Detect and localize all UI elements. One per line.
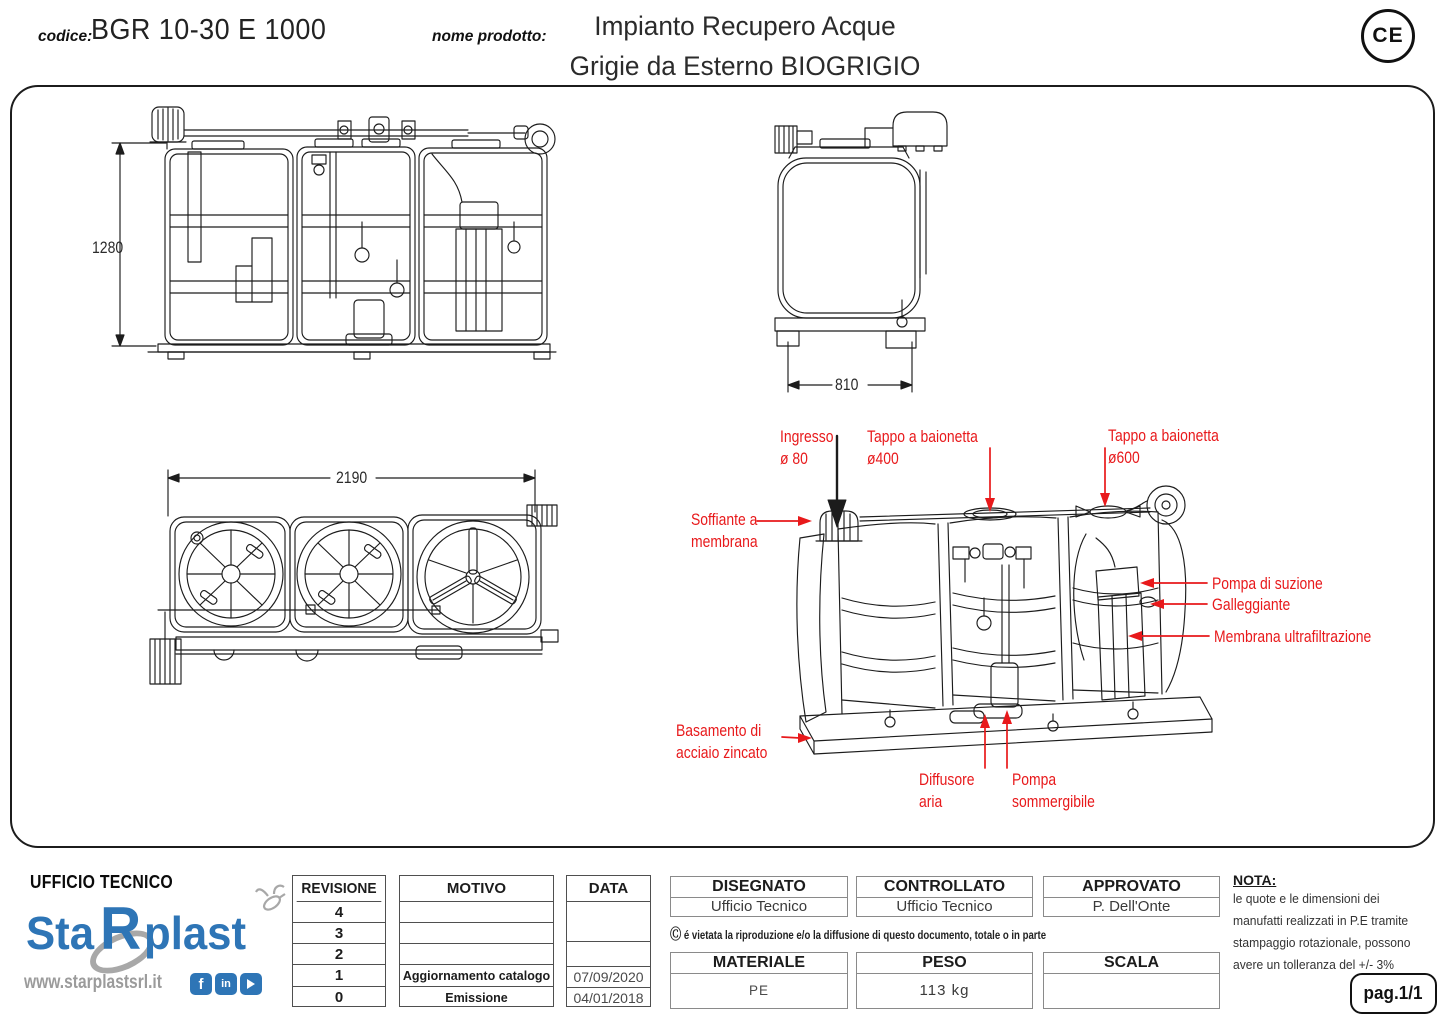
copyright-icon: Ⓒ bbox=[670, 926, 682, 942]
label-diffusore-line2: aria bbox=[919, 792, 943, 811]
motivo-row bbox=[400, 923, 553, 944]
facebook-icon[interactable]: f bbox=[190, 973, 212, 995]
ufficio-tecnico-label: UFFICIO TECNICO bbox=[30, 872, 173, 892]
data-table bbox=[566, 875, 651, 1007]
revisione-row: 2 bbox=[293, 944, 385, 965]
label-pompa-sommergibile-line1: Pompa bbox=[1012, 770, 1057, 789]
label-soffiante-line2: membrana bbox=[691, 532, 758, 551]
label-tappo-400-line1: Tappo a baionetta bbox=[867, 427, 978, 446]
dimension-length-value: 2190 bbox=[336, 469, 368, 487]
label-pompa-sommergibile-line2: sommergibile bbox=[1012, 792, 1095, 811]
nota-line: avere un tolleranza del +/- 3% bbox=[1233, 957, 1394, 972]
front-view-drawing bbox=[112, 107, 556, 359]
materiale-box bbox=[670, 952, 848, 1009]
logo-part1: Sta bbox=[26, 907, 95, 959]
bee-icon bbox=[254, 884, 288, 914]
motivo-table bbox=[399, 875, 554, 1007]
logo-part3: plast bbox=[144, 907, 247, 959]
approvato-box bbox=[1043, 876, 1220, 917]
label-tappo-400-line2: ø400 bbox=[867, 449, 899, 468]
controllato-header: CONTROLLATO bbox=[857, 877, 1032, 898]
side-view-drawing bbox=[775, 112, 947, 392]
product-title-line1: Impianto Recupero Acque bbox=[594, 11, 896, 41]
label-pompa-suzione bbox=[1212, 573, 1323, 595]
scala-box bbox=[1043, 952, 1220, 1009]
label-pompa-suzione-line1: Pompa di suzione bbox=[1212, 574, 1323, 593]
label-tappo-400 bbox=[867, 426, 978, 470]
motivo-row bbox=[400, 902, 553, 923]
copyright-line bbox=[670, 924, 1046, 944]
scala-value bbox=[1044, 974, 1219, 1007]
motivo-row: Emissione bbox=[445, 990, 508, 1005]
starplast-logo bbox=[22, 890, 292, 970]
social-icons bbox=[190, 973, 262, 995]
label-pompa-sommergibile bbox=[1012, 769, 1095, 813]
top-view-drawing bbox=[150, 470, 558, 684]
label-tappo-600-line1: Tappo a baionetta bbox=[1108, 426, 1219, 445]
page-badge-text: pag.1/1 bbox=[1364, 983, 1423, 1003]
label-ingresso bbox=[780, 426, 833, 470]
ce-mark-text: CE bbox=[1372, 24, 1404, 47]
label-membrana bbox=[1214, 626, 1371, 648]
label-soffiante-line1: Soffiante a bbox=[691, 510, 758, 529]
page-badge bbox=[1350, 973, 1437, 1014]
label-tappo-600 bbox=[1108, 425, 1219, 469]
revisione-table bbox=[292, 875, 386, 1007]
peso-value: 113 kg bbox=[919, 982, 970, 999]
label-ingresso-line1: Ingresso bbox=[780, 427, 834, 446]
peso-header: PESO bbox=[857, 953, 1032, 974]
product-title bbox=[522, 6, 968, 86]
label-basamento-line1: Basamento di bbox=[676, 721, 762, 740]
data-header: DATA bbox=[567, 876, 650, 902]
revisione-row: 1 bbox=[293, 965, 385, 987]
data-row: 04/01/2018 bbox=[573, 990, 644, 1006]
side-blower-icon bbox=[865, 112, 947, 151]
disegnato-box bbox=[670, 876, 848, 917]
nota-line: stampaggio rotazionale, possono bbox=[1233, 935, 1411, 950]
approvato-header: APPROVATO bbox=[1044, 877, 1219, 898]
label-tappo-600-line2: ø600 bbox=[1108, 448, 1140, 467]
label-basamento bbox=[676, 720, 767, 764]
dimension-height-value: 1280 bbox=[92, 239, 124, 257]
scala-header: SCALA bbox=[1044, 953, 1219, 974]
motivo-header: MOTIVO bbox=[400, 876, 553, 902]
linkedin-icon[interactable]: in bbox=[215, 973, 237, 995]
nota-label: NOTA: bbox=[1233, 872, 1277, 888]
codice-value: BGR 10-30 E 1000 bbox=[91, 14, 327, 46]
nota-line: manufatti realizzati in P.E tramite bbox=[1233, 913, 1409, 928]
disegnato-value: Ufficio Tecnico bbox=[710, 898, 808, 915]
label-ingresso-line2: ø 80 bbox=[780, 449, 808, 468]
label-soffiante bbox=[691, 509, 758, 553]
approvato-value: P. Dell'Onte bbox=[1092, 898, 1171, 915]
label-galleggiante-line1: Galleggiante bbox=[1212, 595, 1291, 614]
label-basamento-line2: acciaio zincato bbox=[676, 743, 768, 762]
materiale-value: PE bbox=[748, 983, 769, 998]
data-row bbox=[567, 942, 650, 967]
label-galleggiante bbox=[1212, 594, 1290, 616]
isometric-view-drawing bbox=[797, 486, 1212, 754]
label-membrana-line1: Membrana ultrafiltrazione bbox=[1214, 627, 1372, 646]
label-diffusore bbox=[919, 769, 975, 813]
materiale-header: MATERIALE bbox=[671, 953, 847, 974]
play-triangle bbox=[247, 979, 255, 989]
product-title-line2: Grigie da Esterno BIOGRIGIO bbox=[569, 51, 921, 81]
dimension-depth-value: 810 bbox=[835, 376, 859, 394]
youtube-icon[interactable] bbox=[240, 973, 262, 995]
nota-line: le quote e le dimensioni dei bbox=[1233, 891, 1380, 906]
motivo-row bbox=[400, 944, 553, 965]
nome-prodotto-label: nome prodotto: bbox=[432, 28, 547, 45]
codice-label: codice: bbox=[38, 28, 93, 45]
ce-mark-icon bbox=[1361, 9, 1415, 63]
revisione-row: 0 bbox=[334, 989, 344, 1006]
nota-block bbox=[1233, 872, 1445, 976]
revisione-header: REVISIONE bbox=[297, 876, 382, 902]
revisione-row: 3 bbox=[293, 923, 385, 944]
controllato-box bbox=[856, 876, 1033, 917]
peso-box bbox=[856, 952, 1033, 1009]
data-row bbox=[567, 902, 650, 942]
revisione-row: 4 bbox=[293, 902, 385, 923]
disegnato-header: DISEGNATO bbox=[671, 877, 847, 898]
motivo-row: Aggiornamento catalogo bbox=[400, 965, 553, 987]
controllato-value: Ufficio Tecnico bbox=[896, 898, 993, 915]
logo-part2: R bbox=[100, 895, 142, 962]
copyright-text: é vietata la riproduzione e/o la diffusione di questo documento, totale o in parte bbox=[683, 928, 1047, 942]
data-row: 07/09/2020 bbox=[567, 967, 650, 988]
label-diffusore-line1: Diffusore bbox=[919, 770, 975, 789]
website-link[interactable]: www.starplastsrl.it bbox=[24, 972, 162, 993]
